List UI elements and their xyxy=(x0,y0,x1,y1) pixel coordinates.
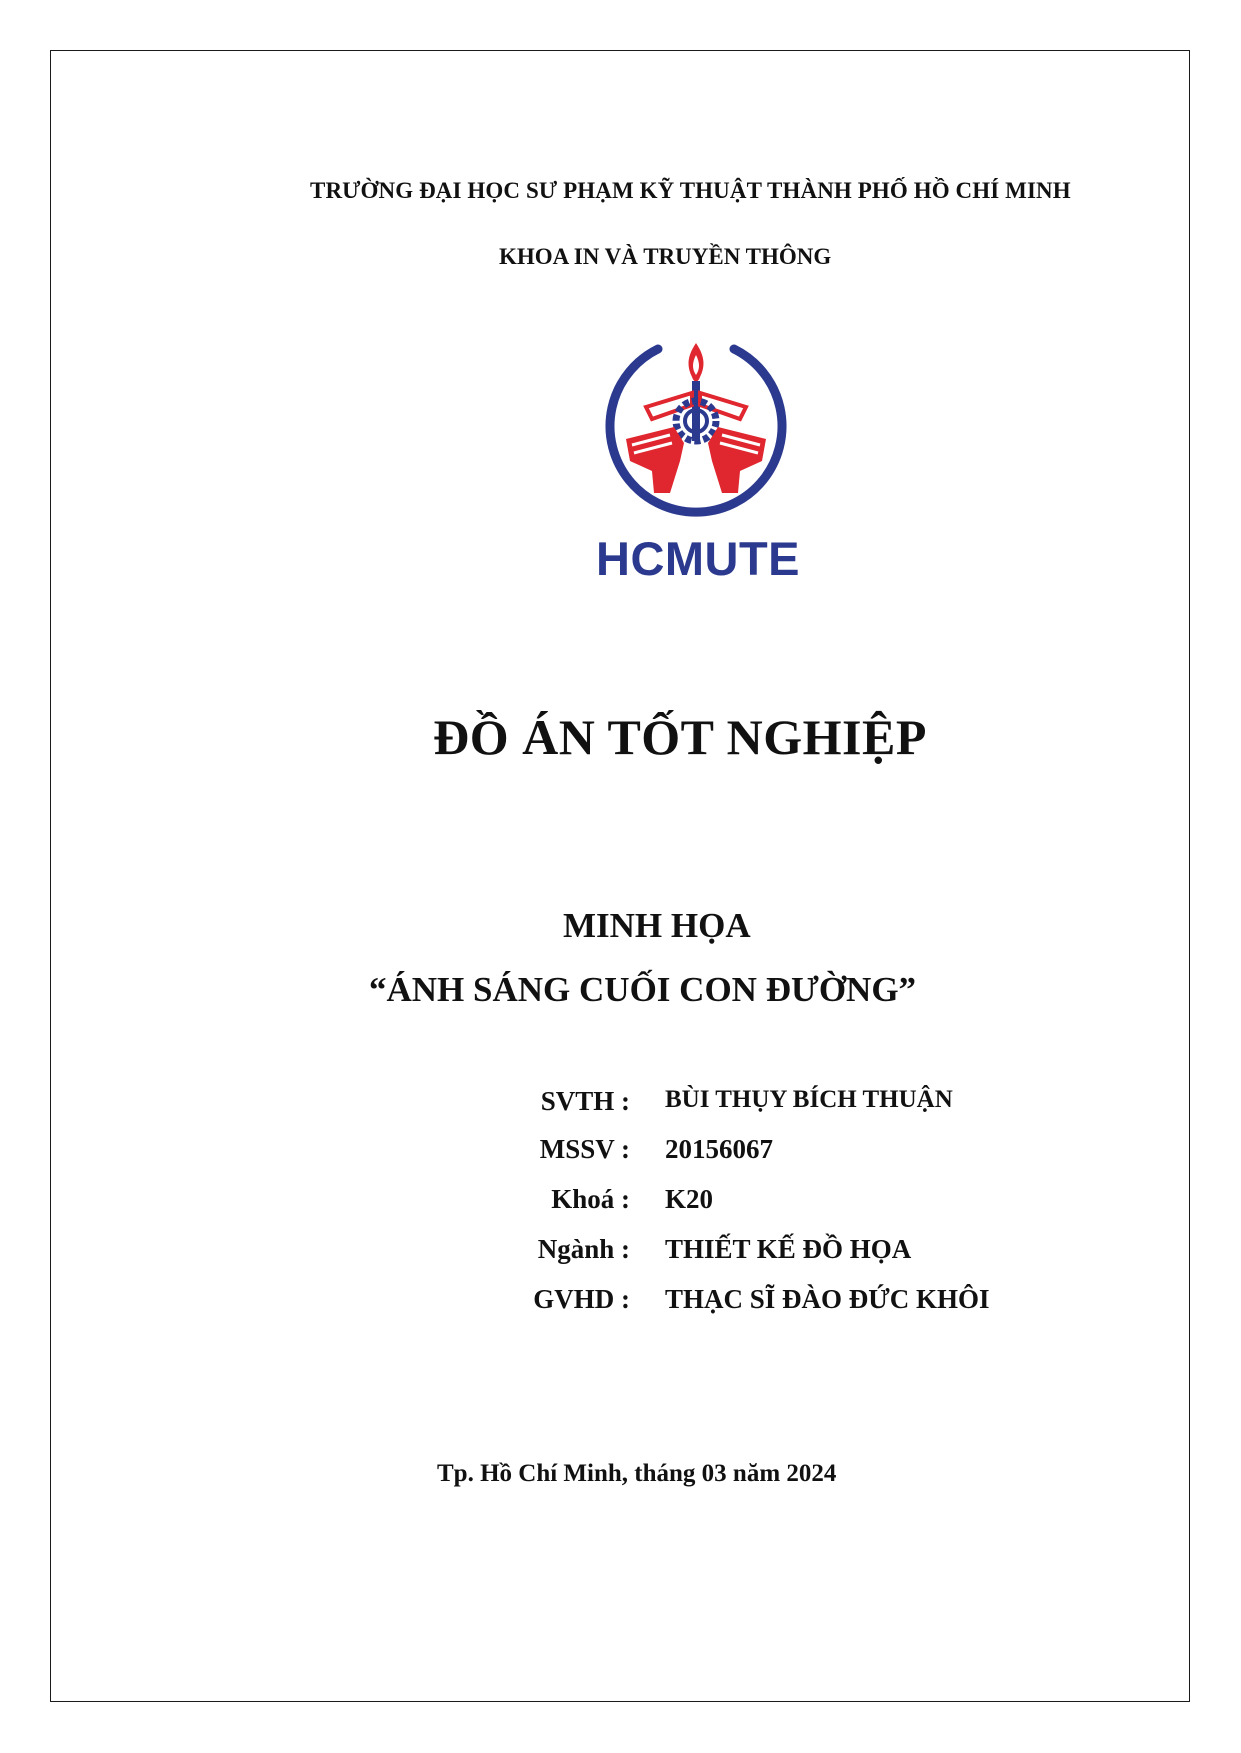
info-value: 20156067 xyxy=(665,1134,773,1164)
university-name: TRƯỜNG ĐẠI HỌC SƯ PHẠM KỸ THUẬT THÀNH PHỐ HỒ CHÍ MINH xyxy=(310,178,1071,203)
faculty-name: KHOA IN VÀ TRUYỀN THÔNG xyxy=(499,244,832,269)
info-label: Khoá : xyxy=(551,1184,630,1214)
info-label: GVHD : xyxy=(533,1284,630,1314)
thesis-title: ĐỒ ÁN TỐT NGHIỆP xyxy=(433,709,927,765)
info-value: BÙI THỤY BÍCH THUẬN xyxy=(665,1086,953,1113)
page-border xyxy=(50,50,1190,1702)
place-and-date: Tp. Hồ Chí Minh, tháng 03 năm 2024 xyxy=(437,1460,837,1487)
logo-text: HCMUTE xyxy=(596,532,801,585)
info-value: THẠC SĨ ĐÀO ĐỨC KHÔI xyxy=(665,1284,990,1314)
info-label: SVTH : xyxy=(540,1086,630,1116)
topic-line-1: MINH HỌA xyxy=(563,906,751,945)
info-label: Ngành : xyxy=(537,1234,630,1264)
info-value: THIẾT KẾ ĐỒ HỌA xyxy=(665,1234,912,1264)
info-value: K20 xyxy=(665,1184,714,1214)
info-label: MSSV : xyxy=(539,1134,630,1164)
topic-line-2: “ÁNH SÁNG CUỐI CON ĐƯỜNG” xyxy=(369,970,917,1009)
logo-emblem-icon xyxy=(596,335,796,525)
university-logo xyxy=(596,335,801,585)
